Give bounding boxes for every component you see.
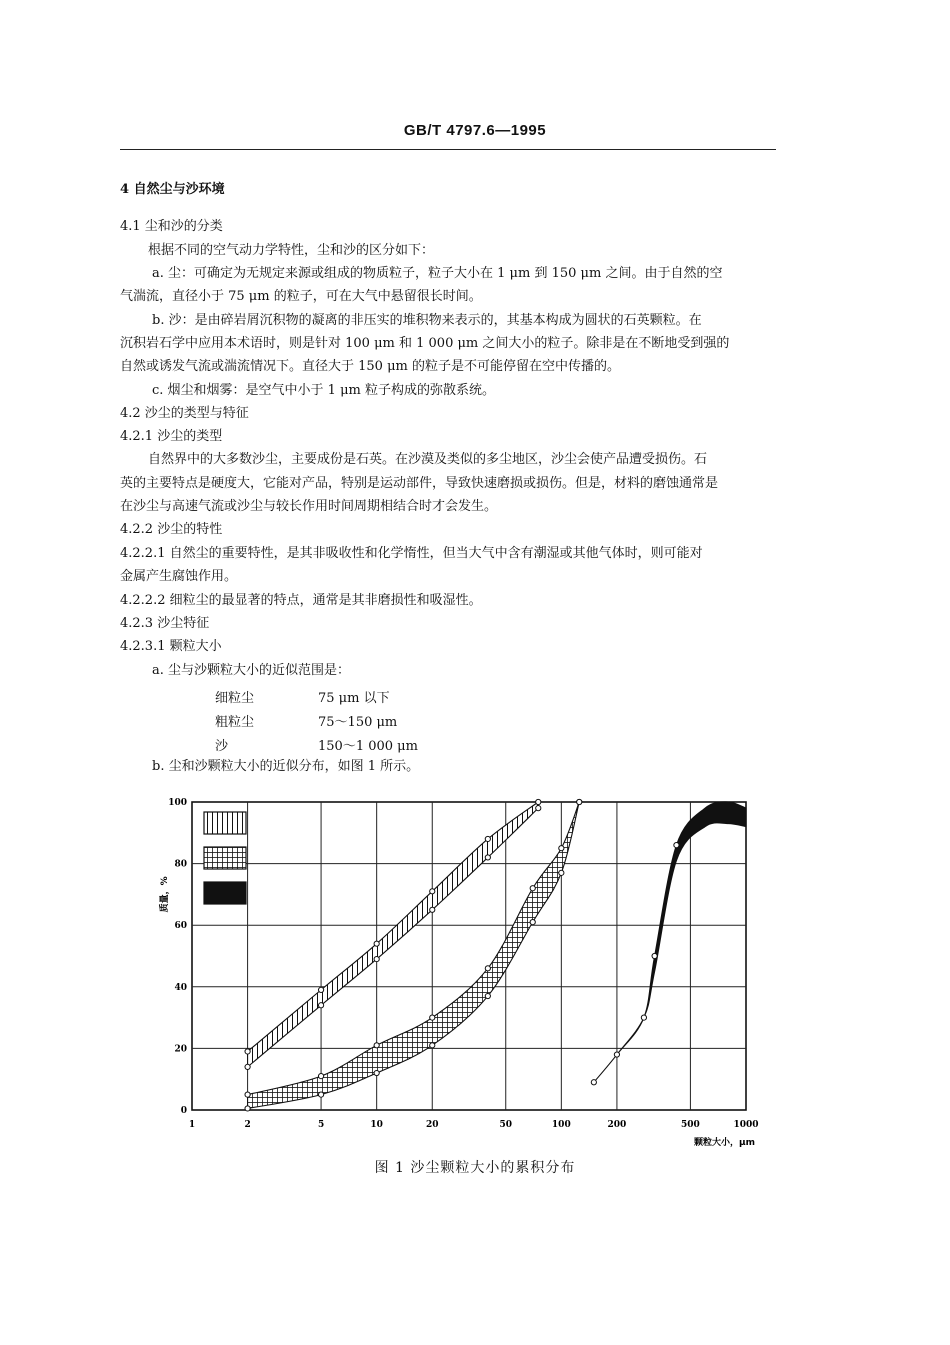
data-point bbox=[485, 836, 490, 841]
data-point bbox=[614, 1052, 619, 1057]
data-point bbox=[318, 1092, 323, 1097]
data-point bbox=[530, 886, 535, 891]
data-point bbox=[245, 1064, 250, 1069]
section-4-2-2-2-line1: 4.2.2.2 细粒尘的最显著的特点，通常是其非磨损性和吸湿性。 bbox=[120, 593, 482, 608]
data-point bbox=[591, 1080, 596, 1085]
standard-header: GB/T 4797.6—1995 bbox=[403, 122, 547, 139]
section-4-2-1-title: 4.2.1 沙尘的类型 bbox=[120, 429, 223, 444]
section-4-1-b-line1: b. 沙：是由碎岩屑沉积物的凝离的非压实的堆积物来表示的，其基本构成为圆状的石英颗粒。在 bbox=[152, 313, 702, 328]
band-cross-hatch bbox=[248, 802, 580, 1108]
size-range-coarse-dust: 75～150 μm bbox=[318, 715, 398, 730]
band-solid bbox=[594, 802, 746, 1082]
x-tick-label: 50 bbox=[499, 1120, 513, 1130]
x-tick-label: 1 bbox=[188, 1120, 196, 1130]
x-tick-label: 100 bbox=[551, 1120, 571, 1130]
data-point bbox=[652, 953, 657, 958]
data-point bbox=[485, 855, 490, 860]
section-4-1-a-line2: 气湍流，直径小于 75 μm 的粒子，可在大气中悬留很长时间。 bbox=[120, 289, 482, 304]
data-point bbox=[430, 1015, 435, 1020]
section-4-2-2-1-line1: 4.2.2.1 自然尘的重要特性，是其非吸收性和化学惰性，但当大气中含有潮湿或其他气体时，则可能对 bbox=[120, 546, 703, 561]
y-tick-label: 0 bbox=[180, 1106, 187, 1116]
x-tick-label: 20 bbox=[425, 1120, 439, 1130]
y-tick-label: 20 bbox=[174, 1044, 187, 1055]
section-4-2-3-1-b: b. 尘和沙颗粒大小的近似分布，如图 1 所示。 bbox=[152, 759, 420, 774]
x-tick-label: 200 bbox=[607, 1120, 627, 1130]
section-4-2-3-1-title: 4.2.3.1 颗粒大小 bbox=[120, 639, 222, 654]
section-4-1-c-line1: c. 烟尘和烟雾：是空气中小于 1 μm 粒子构成的弥散系统。 bbox=[152, 383, 495, 398]
size-range-sand: 150～1 000 μm bbox=[318, 739, 418, 754]
legend-swatch-cross-hatch bbox=[204, 847, 246, 869]
legend-swatch-vertical-hatch bbox=[204, 812, 246, 834]
data-point bbox=[430, 1043, 435, 1048]
data-point bbox=[245, 1049, 250, 1054]
data-point bbox=[318, 1003, 323, 1008]
section-4-2-1-line2: 英的主要特点是硬度大，它能对产品，特别是运动部件，导致快速磨损或损伤。但是，材料的磨蚀通常是 bbox=[120, 476, 719, 491]
section-4-2-3-1-a: a. 尘与沙颗粒大小的近似范围是： bbox=[152, 663, 351, 678]
y-tick-label: 60 bbox=[174, 921, 187, 932]
section-4-2-1-line3: 在沙尘与高速气流或沙尘与较长作用时间周期相结合时才会发生。 bbox=[120, 499, 498, 514]
data-point bbox=[374, 941, 379, 946]
data-point bbox=[674, 843, 679, 848]
data-point bbox=[318, 987, 323, 992]
section-4-1-intro: 根据不同的空气动力学特性，尘和沙的区分如下： bbox=[148, 243, 435, 258]
data-point bbox=[559, 846, 564, 851]
data-point bbox=[530, 920, 535, 925]
y-tick-label: 40 bbox=[174, 982, 187, 993]
data-point bbox=[245, 1106, 250, 1111]
data-point bbox=[430, 889, 435, 894]
size-name-fine-dust: 细粒尘 bbox=[215, 691, 255, 706]
data-point bbox=[374, 1070, 379, 1075]
data-point bbox=[485, 993, 490, 998]
section-4-2-2-1-line2: 金属产生腐蚀作用。 bbox=[120, 569, 238, 584]
y-tick-label: 80 bbox=[174, 859, 187, 870]
size-name-coarse-dust: 粗粒尘 bbox=[215, 715, 255, 730]
section-4-2-2-title: 4.2.2 沙尘的特性 bbox=[120, 522, 223, 537]
data-point bbox=[430, 907, 435, 912]
x-tick-label: 10 bbox=[370, 1120, 383, 1130]
size-range-fine-dust: 75 μm 以下 bbox=[318, 691, 390, 706]
section-4-2-title: 4.2 沙尘的类型与特征 bbox=[120, 406, 249, 421]
data-point bbox=[374, 1043, 379, 1048]
header-rule bbox=[120, 149, 776, 150]
figure-caption: 图 1 沙尘颗粒大小的累积分布 bbox=[374, 1160, 576, 1176]
y-tick-label: 100 bbox=[168, 798, 187, 808]
section-4-title: 4 自然尘与沙环境 bbox=[120, 182, 225, 197]
data-point bbox=[577, 799, 582, 804]
size-name-sand: 沙 bbox=[215, 739, 229, 754]
x-tick-label: 5 bbox=[317, 1120, 325, 1130]
data-point bbox=[577, 799, 582, 804]
section-4-2-3-title: 4.2.3 沙尘特征 bbox=[120, 616, 210, 631]
data-point bbox=[536, 799, 541, 804]
data-point bbox=[318, 1074, 323, 1079]
x-tick-label: 1000 bbox=[733, 1120, 759, 1130]
x-tick-label: 2 bbox=[244, 1120, 251, 1130]
legend-swatch-solid bbox=[204, 882, 246, 904]
data-point bbox=[559, 870, 564, 875]
section-4-1-b-line2: 沉积岩石学中应用本术语时，则是针对 100 μm 和 1 000 μm 之间大小的粒子。除非是在不断地受到强的 bbox=[120, 336, 730, 351]
x-axis-title: 颗粒大小，μm bbox=[694, 1138, 756, 1148]
data-point bbox=[536, 806, 541, 811]
band-vertical-hatch bbox=[248, 802, 539, 1067]
data-point bbox=[641, 1015, 646, 1020]
section-4-1-b-line3: 自然或诱发气流或湍流情况下。直径大于 150 μm 的粒子是不可能停留在空中传播的。 bbox=[120, 359, 620, 374]
data-point bbox=[374, 956, 379, 961]
y-axis-title: 质量，% bbox=[160, 876, 170, 913]
data-point bbox=[245, 1092, 250, 1097]
section-4-1-a-line1: a. 尘：可确定为无规定来源或组成的物质粒子，粒子大小在 1 μm 到 150 μm 之间。由于自然的空 bbox=[152, 266, 723, 281]
x-tick-label: 500 bbox=[681, 1120, 700, 1130]
section-4-2-1-line1: 自然界中的大多数沙尘，主要成份是石英。在沙漠及类似的多尘地区，沙尘会使产品遭受损伤。石 bbox=[148, 452, 708, 467]
plot-frame bbox=[192, 802, 746, 1110]
section-4-1-title: 4.1 尘和沙的分类 bbox=[120, 219, 223, 234]
data-point bbox=[485, 966, 490, 971]
